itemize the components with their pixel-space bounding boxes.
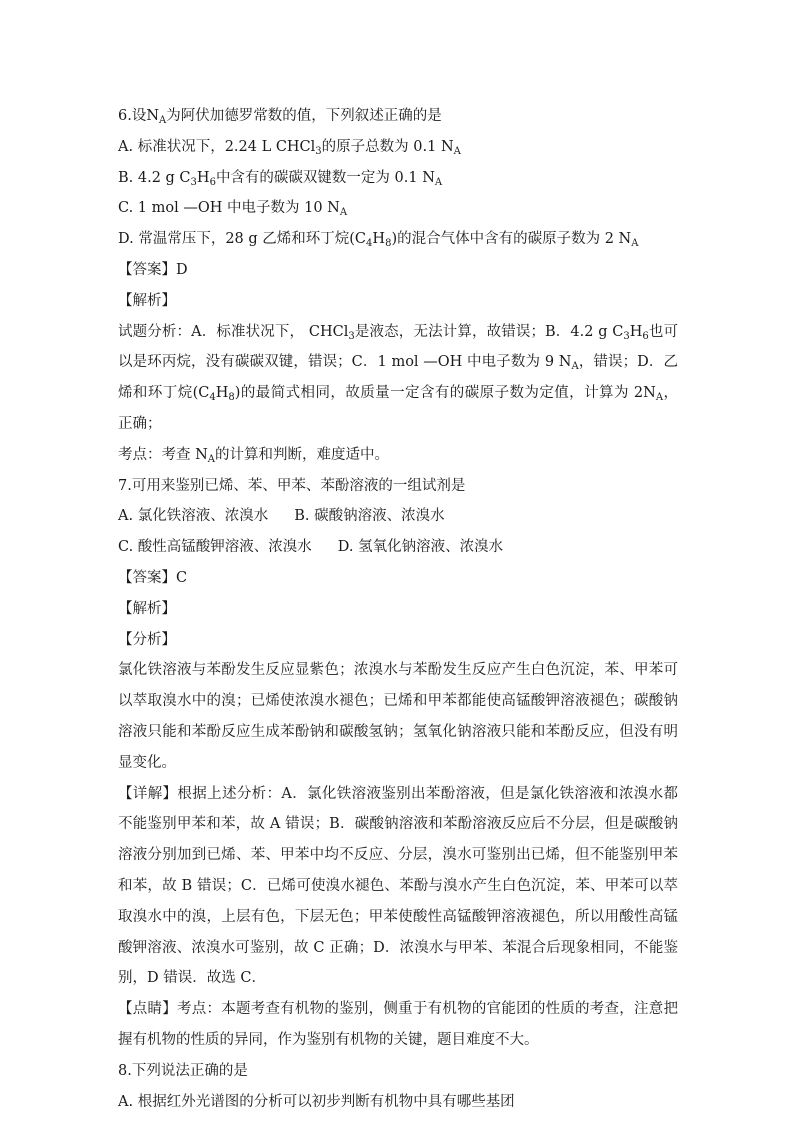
q6-option-a: A. 标准状况下，2.24 L CHCl$_3$的原子总数为 0.1 $N_A$ — [118, 138, 461, 157]
q7-dianjing: 【点睛】考点：本题考查有机物的鉴别，侧重于有机物的官能团的性质的考查，注意把握有机物的性质的异同，作为鉴别有机物的关键，题目难度不大。 — [118, 1001, 679, 1048]
q7-options-cd — [118, 532, 678, 563]
q7-detail: 【详解】根据上述分析：A．氯化铁溶液鉴别出苯酚溶液，但是氯化铁溶液和浓溴水都不能鉴别甲苯和苯，故 A 错误；B．碳酸钠溶液和苯酚溶液反应后不分层，但是碳酸钠溶液分别加到已烯、苯、甲苯中均不反应、分层，溴水可鉴别出已烯，但不能鉴别甲苯和苯，故 B 错误；C．已烯可使溴水褪色、苯酚与溴水产生白色沉淀，苯、甲苯可以萃取溴水中的溴，上层有色，下层无色；甲苯使酸性高锰酸钾溶液褪色，所以用酸性高锰酸钾溶液、浓溴水可鉴别，故 C 正确；D．浓溴水与甲苯、苯混合后现象相同，不能鉴别，D 错误．故选 C． — [118, 785, 679, 987]
q6-analysis-heading: 【解析】 — [118, 292, 176, 309]
q6-answer: 【答案】D — [118, 261, 188, 278]
document-page — [118, 101, 678, 1117]
q7-option-d: D. 氢氧化钠溶液、浓溴水 — [337, 539, 504, 556]
q7-detail-label: 【详解】 — [118, 785, 178, 802]
q7-fenxi-heading: 【分析】 — [118, 631, 176, 648]
q6-stem: 6.设$N_A$为阿伏加德罗常数的值，下列叙述正确的是 — [118, 108, 442, 126]
q6-option-d: D. 常温常压下，28 g 乙烯和环丁烷$(C_4H_8)$的混合气体中含有的碳原子数为 2 $N_A$ — [118, 231, 639, 250]
q7-answer: 【答案】C — [118, 569, 188, 586]
q7-option-c: C. 酸性高锰酸钾溶液、浓溴水 — [118, 539, 312, 556]
q6-option-b: B. 4.2 g $C_3H_6$中含有的碳碳双键数一定为 0.1 $N_A$ — [118, 169, 443, 188]
q7-option-b: B. 碳酸钠溶液、浓溴水 — [294, 508, 445, 525]
q6-option-c: C. 1 mol —OH 中电子数为 10 $N_A$ — [118, 200, 348, 219]
q6-kaodian: 考点：考查 $N_A$的计算和判断，难度适中。 — [118, 446, 390, 465]
q8-stem: 8.下列说法正确的是 — [118, 1062, 248, 1079]
q7-analysis-heading: 【解析】 — [118, 600, 176, 617]
q8-option-a: A. 根据红外光谱图的分析可以初步判断有机物中具有哪些基团 — [118, 1093, 515, 1110]
q7-fenxi: 氯化铁溶液与苯酚发生反应显紫色；浓溴水与苯酚发生反应产生白色沉淀，苯、甲苯可以萃取溴水中的溴；已烯使浓溴水褪色；已烯和甲苯都能使高锰酸钾溶液褪色；碳酸钠溶液只能和苯酚反应生成苯酚钠和碳酸氢钠；氢氧化钠溶液只能和苯酚反应，但没有明显变化。 — [118, 662, 678, 771]
q7-stem: 7.可用来鉴别已烯、苯、甲苯、苯酚溶液的一组试剂是 — [118, 477, 466, 494]
q7-dianjing-label: 【点睛】 — [118, 1001, 177, 1018]
q6-analysis: 试题分析：A．标准状况下， CHCl$_3$是液态，无法计算，故错误；B．4.2 g $C_3H_6$也可以是环丙烷，没有碳碳双键，错误；C．1 mol —OH 中电子数为 9 $N_A$，错误；D．乙烯和环丁烷$(C_4H_8)$的最简式相同，故质量一定含有的碳原子数为定值，计算为 $2N_A$，正确； — [118, 323, 679, 432]
q7-option-a: A. 氯化铁溶液、浓溴水 — [118, 508, 269, 525]
q7-options-ab — [118, 501, 678, 532]
